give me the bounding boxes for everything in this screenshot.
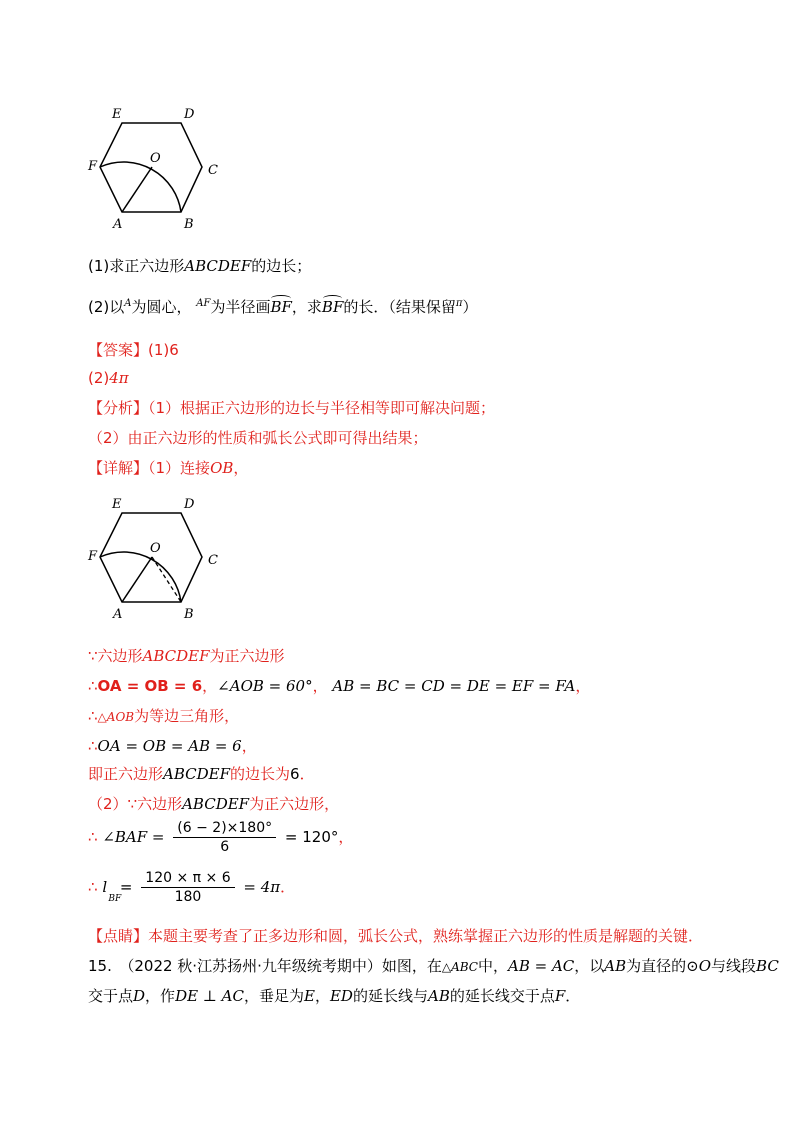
label-b: B (184, 607, 194, 622)
arc-bf (100, 162, 181, 212)
label-c: C (208, 553, 218, 568)
fraction-angle: $\frac{(6 - 2)\times 180^\circ}{6}$ (173, 819, 276, 856)
label-b: B (184, 217, 194, 232)
detail-line: 【详解】（1）连接OB， (88, 459, 249, 477)
analysis-line-1: 【分析】（1）根据正六边形的边长与半径相等即可解决问题； (88, 399, 496, 417)
segment-ob-dashed (152, 557, 181, 602)
label-d: D (184, 497, 195, 512)
label-e: E (112, 497, 122, 512)
step-5: 即正六边形ABCDEF的边长为6． (88, 765, 315, 783)
label-e: E (112, 107, 122, 122)
step-6: （2）∵六边形ABCDEF为正六边形， (88, 795, 340, 813)
label-a: A (113, 607, 123, 622)
question-1: (1)求正六边形ABCDEF的边长； (88, 257, 312, 275)
hexagon-figure-2 (80, 490, 240, 630)
question-15-line-2: 交于点D，作DE ⊥ AC，垂足为E，ED的延长线与AB的延长线交于点F． (88, 987, 581, 1005)
question-2: (2)以$^A$为圆心， $^{AF}$为半径画BF，求BF的长．（结果保留$^\pi$） (88, 298, 478, 316)
step-1: ∵六边形ABCDEF为正六边形 (88, 647, 285, 665)
label-o: O (150, 541, 161, 556)
label-f: F (88, 549, 98, 564)
label-c: C (208, 163, 218, 178)
comment-line: 【点睛】本题主要考查了正多边形和圆，弧长公式，熟练掌握正六边形的性质是解题的关键． (88, 927, 704, 945)
answer-line-2: (2)4π (88, 369, 129, 387)
segment-ao (122, 557, 152, 602)
fraction-arc-length: $\frac{120 \times \pi \times 6}{180}$ (141, 869, 234, 906)
answer-line-1: 【答案】(1)6 (88, 341, 179, 359)
arc-bf (100, 552, 181, 602)
label-d: D (184, 107, 195, 122)
step-4: ∴OA = OB = AB = 6， (88, 737, 257, 755)
label-o: O (150, 151, 161, 166)
step-2: ∴OA = OB = 6，∠AOB = 60°， AB = BC = CD = DE = EF = FA， (88, 677, 591, 695)
question-15-line-1: 15. （2022 秋·江苏扬州·九年级统考期中）如图，在△ABC中，AB = AC，以AB为直径的⊙O与线段BC (88, 957, 779, 975)
step-3: ∴△AOB为等边三角形， (88, 707, 240, 725)
step-8: ∴ l BF = $\frac{120 \times \pi \times 6}{180}$ = 4π． (88, 870, 296, 905)
label-f: F (88, 159, 98, 174)
analysis-line-2: （2）由正六边形的性质和弧长公式即可得出结果； (88, 429, 428, 447)
hexagon-figure-1 (80, 100, 240, 240)
segment-ao (122, 167, 152, 212)
label-a: A (113, 217, 123, 232)
step-7: ∴ ∠BAF = $\frac{(6 - 2)\times 180^\circ}{6}$ = 120°， (88, 820, 354, 855)
